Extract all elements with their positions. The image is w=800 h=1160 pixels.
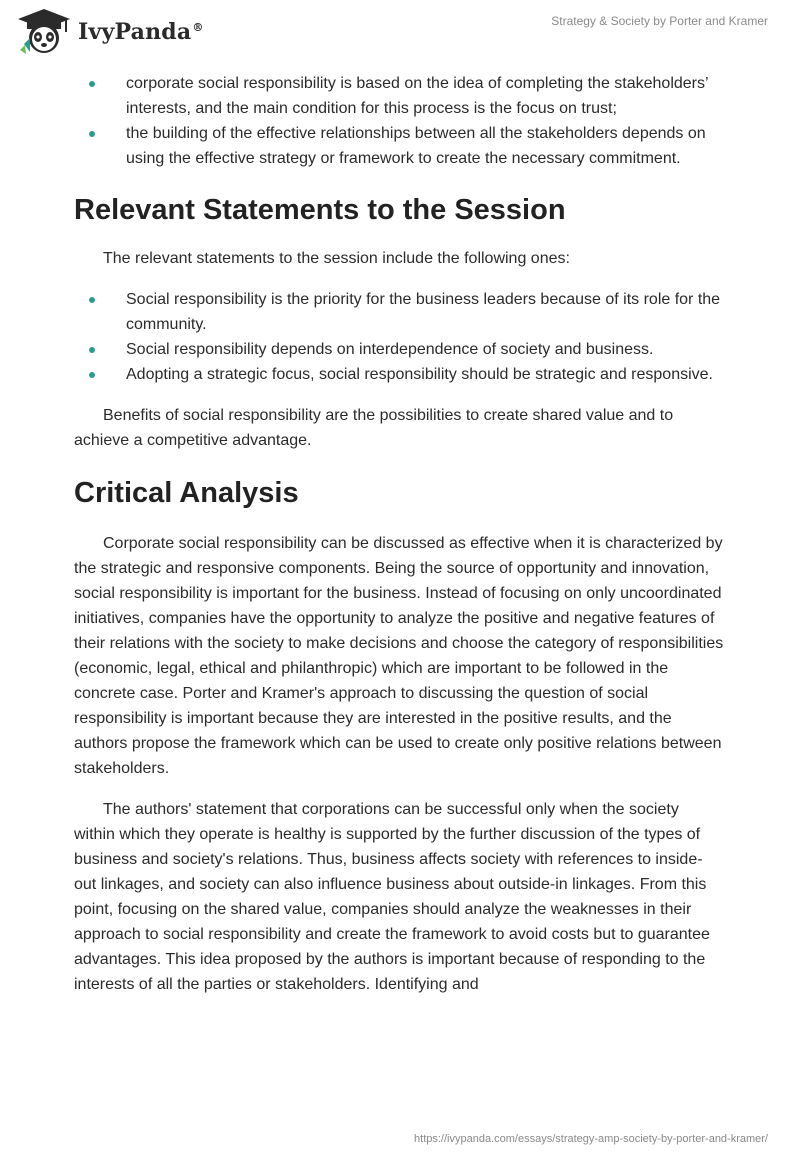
analysis-paragraph: Corporate social responsibility can be discussed as effective when it is characterized by the strategic and responsive components. Being the source of opportunity and innovation, social responsibility is important for the business. Instead of focusing on only uncoordinated initiatives, companies have the opportunity to analyze the positive and negative features of their relations with the society to make decisions and choose the category of responsibilities (economic, legal, ethical and philanthropic) which are important to be followed in the concrete case. Porter and Kramer's approach to discussing the question of social responsibility is important because they are interested in the positive results, and the authors propose the framework which can be used to create only positive relations between stakeholders. xyxy=(74,535,724,777)
panda-logo-icon xyxy=(16,8,72,56)
logo[interactable] xyxy=(16,8,204,56)
bullet-icon xyxy=(89,297,95,303)
source-url-link[interactable]: https://ivypanda.com/essays/strategy-amp-society-by-porter-and-kramer/ xyxy=(414,1133,768,1145)
analysis-paragraph: The authors' statement that corporations can be successful only when the society within which they operate is healthy is supported by the further discussion of the types of business and society's relations. Thus, business affects society with references to inside-out linkages, and society can also influence business about outside-in linkages. From this point, focusing on the shared value, companies should analyze the weaknesses in their approach to social responsibility and create the framework to avoid costs but to guarantee advantages. This idea proposed by the authors is important because of responding to the interests of all the parties or stakeholders. Identifying and xyxy=(74,801,710,993)
bullet-icon xyxy=(89,347,95,353)
bullet-icon xyxy=(89,131,95,137)
document-title: Strategy & Society by Porter and Kramer xyxy=(551,14,768,28)
logo-text: IvyPanda® xyxy=(78,19,204,45)
section-heading-relevant-statements: Relevant Statements to the Session xyxy=(74,194,566,226)
list-item: Social responsibility is the priority for the business leaders because of its role for the community. xyxy=(74,287,724,337)
page-header xyxy=(0,0,800,70)
article-content xyxy=(74,71,724,997)
list-item: the building of the effective relationships between all the stakeholders depends on using the effective strategy or framework to create the necessary commitment. xyxy=(74,121,724,171)
statements-bullet-list xyxy=(74,287,724,387)
list-item: Adopting a strategic focus, social responsibility should be strategic and responsive. xyxy=(74,362,724,387)
section-intro: The relevant statements to the session include the following ones: xyxy=(103,250,570,267)
bullet-icon xyxy=(89,372,95,378)
list-item: Social responsibility depends on interdependence of society and business. xyxy=(74,337,724,362)
top-bullet-list xyxy=(74,71,724,171)
section-heading-critical-analysis: Critical Analysis xyxy=(74,477,299,509)
list-item: corporate social responsibility is based on the idea of completing the stakeholders’ interests, and the main condition for this process is the focus on trust; xyxy=(74,71,724,121)
section-closing-paragraph: Benefits of social responsibility are the possibilities to create shared value and to achieve a competitive advantage. xyxy=(74,407,674,449)
bullet-icon xyxy=(89,81,95,87)
